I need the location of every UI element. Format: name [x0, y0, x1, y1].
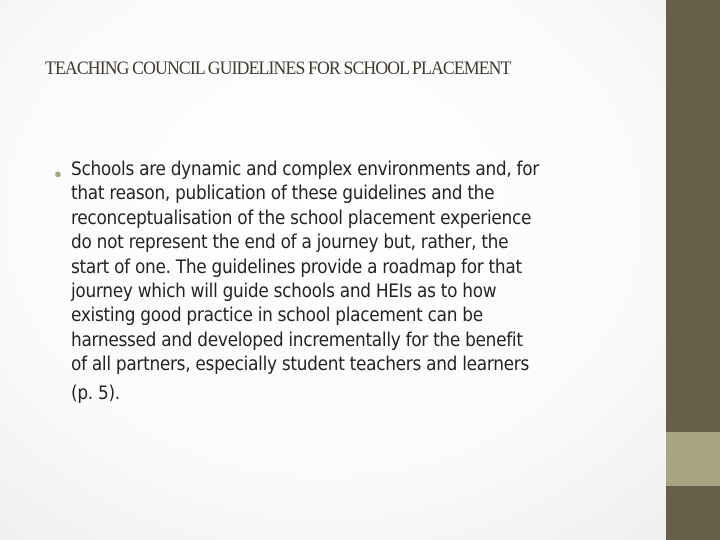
- text-line: journey which will guide schools and HEIs as to how: [71, 281, 497, 303]
- text-line: (p. 5).: [71, 382, 120, 404]
- text-line: that reason, publication of these guidelines and the: [71, 183, 495, 205]
- theme-sidebar: [666, 0, 720, 540]
- bullet-icon: ●: [54, 166, 62, 181]
- text-line: reconceptualisation of the school placement experience: [71, 207, 532, 229]
- theme-accent-block: [666, 432, 720, 486]
- text-line: harnessed and developed incrementally for the benefit: [71, 329, 523, 351]
- text-line: start of one. The guidelines provide a roadmap for that: [71, 256, 522, 278]
- text-line: do not represent the end of a journey but, rather, the: [71, 232, 509, 254]
- text-line: of all partners, especially student teachers and learners: [71, 354, 529, 376]
- bullet-text: [71, 158, 574, 406]
- slide-title: TEACHING COUNCIL GUIDELINES FOR SCHOOL PLACEMENT: [45, 58, 511, 79]
- text-line: existing good practice in school placement can be: [71, 305, 483, 327]
- text-line: Schools are dynamic and complex environments and, for: [71, 159, 539, 180]
